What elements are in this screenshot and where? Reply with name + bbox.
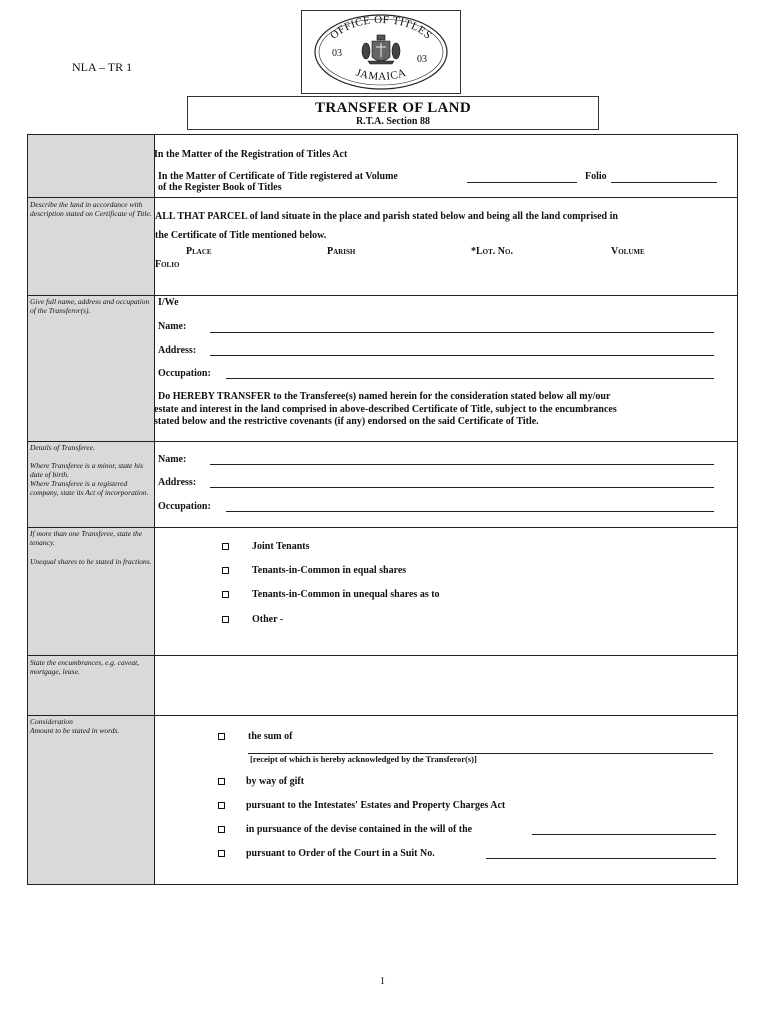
devise-checkbox[interactable] (218, 826, 225, 833)
seal-left-number: 03 (332, 48, 342, 59)
transfer-text-line3: stated below and the restrictive covenants (if any) endorsed on the said Certificate of Title. (154, 416, 539, 427)
divider (28, 197, 737, 198)
register-book-line: of the Register Book of Titles (158, 182, 282, 193)
office-of-titles-seal (301, 10, 461, 94)
tenants-unequal-checkbox[interactable] (222, 591, 229, 598)
transferee-name-field[interactable] (210, 464, 714, 465)
svg-text:JAMAICA (354, 67, 407, 83)
seal-emblem-icon (302, 11, 460, 93)
column-volume: Volume (611, 246, 645, 257)
intestates-checkbox[interactable] (218, 802, 225, 809)
column-parish: Parish (327, 246, 356, 257)
transfer-text-line1: Do HEREBY TRANSFER to the Transferee(s) named herein for the consideration stated below all my/our (158, 391, 611, 402)
matter-act-line: In the Matter of the Registration of Titles Act (154, 149, 348, 160)
transferor-address-label: Address: (158, 345, 197, 356)
divider (28, 715, 737, 716)
column-folio: Folio (155, 259, 180, 270)
transferor-address-field[interactable] (210, 355, 714, 356)
court-order-label: pursuant to Order of the Court in a Suit No. (246, 848, 435, 859)
divider (28, 527, 737, 528)
transferor-name-label: Name: (158, 321, 187, 332)
seal-top-text: OFFICE OF TITLES (328, 13, 435, 42)
sum-checkbox[interactable] (218, 733, 225, 740)
parcel-text-line1: ALL THAT PARCEL of land situate in the place and parish stated below and being all the land comprised in (155, 211, 618, 222)
i-we-label: I/We (158, 297, 179, 308)
encumbrances-note: State the encumbrances, e.g. caveat, mortgage, lease. (30, 658, 140, 676)
folio-field[interactable] (611, 182, 717, 183)
transferor-note: Give full name, address and occupation of the Transferor(s). (30, 297, 150, 315)
transferor-occupation-field[interactable] (226, 378, 714, 379)
form-subtitle: R.T.A. Section 88 (356, 116, 430, 127)
transferee-address-field[interactable] (210, 487, 714, 488)
transferee-occupation-label: Occupation: (158, 501, 211, 512)
tenancy-note: If more than one Transferee, state the tenancy. (30, 529, 143, 547)
devise-label: in pursuance of the devise contained in the will of the (246, 824, 473, 835)
transferor-occupation-label: Occupation: (158, 368, 211, 379)
suit-number-field[interactable] (486, 858, 716, 859)
court-order-checkbox[interactable] (218, 850, 225, 857)
column-place: Place (186, 246, 212, 257)
consideration-note-title: Consideration (30, 717, 73, 726)
page-number: 1 (380, 976, 385, 987)
transferor-name-field[interactable] (210, 332, 714, 333)
gift-checkbox[interactable] (218, 778, 225, 785)
intestates-label: pursuant to the Intestates' Estates and Property Charges Act (246, 800, 506, 811)
consideration-note-words: Amount to be stated in words. (30, 726, 120, 735)
divider (28, 441, 737, 442)
joint-tenants-checkbox[interactable] (222, 543, 229, 550)
devise-field[interactable] (532, 834, 716, 835)
transferee-note-title: Details of Transferee. (30, 443, 95, 452)
tenants-unequal-label: Tenants-in-Common in unequal shares as to (252, 589, 440, 600)
form-title: TRANSFER OF LAND (315, 100, 471, 116)
transferee-address-label: Address: (158, 477, 197, 488)
notes-column (28, 135, 155, 884)
transfer-form-table (27, 134, 738, 885)
other-tenancy-checkbox[interactable] (222, 616, 229, 623)
transferee-note-company: Where Transferee is a registered company, state its Act of incorporation. (30, 479, 149, 497)
matter-volume-label: In the Matter of Certificate of Title registered at Volume (158, 171, 398, 182)
transferee-note-minor: Where Transferee is a minor, state his date of birth. (30, 461, 143, 479)
land-note: Describe the land in accordance with description stated on Certificate of Title. (30, 200, 152, 218)
seal-bottom-text: JAMAICA (354, 66, 408, 83)
sum-label: the sum of (248, 731, 293, 742)
volume-field[interactable] (467, 182, 577, 183)
tenants-equal-checkbox[interactable] (222, 567, 229, 574)
tenancy-fractions-note: Unequal shares to be stated in fractions. (30, 557, 152, 566)
divider (28, 295, 737, 296)
joint-tenants-label: Joint Tenants (252, 541, 310, 552)
divider (28, 655, 737, 656)
transferee-name-label: Name: (158, 454, 187, 465)
other-tenancy-label: Other - (252, 614, 284, 625)
seal-right-number: 03 (417, 54, 427, 65)
transferee-occupation-field[interactable] (226, 511, 714, 512)
document-code: NLA – TR 1 (72, 60, 133, 74)
title-box (187, 96, 599, 130)
folio-label: Folio (585, 171, 607, 182)
tenants-equal-label: Tenants-in-Common in equal shares (252, 565, 407, 576)
transfer-text-line2: estate and interest in the land comprised in above-described Certificate of Title, subject to the encumbrances (154, 404, 617, 415)
receipt-note: [receipt of which is hereby acknowledged by the Transferor(s)] (250, 754, 477, 764)
gift-label: by way of gift (246, 776, 305, 787)
parcel-text-line2: the Certificate of Title mentioned below. (155, 230, 327, 241)
column-lot-no: *Lot. No. (471, 246, 513, 257)
